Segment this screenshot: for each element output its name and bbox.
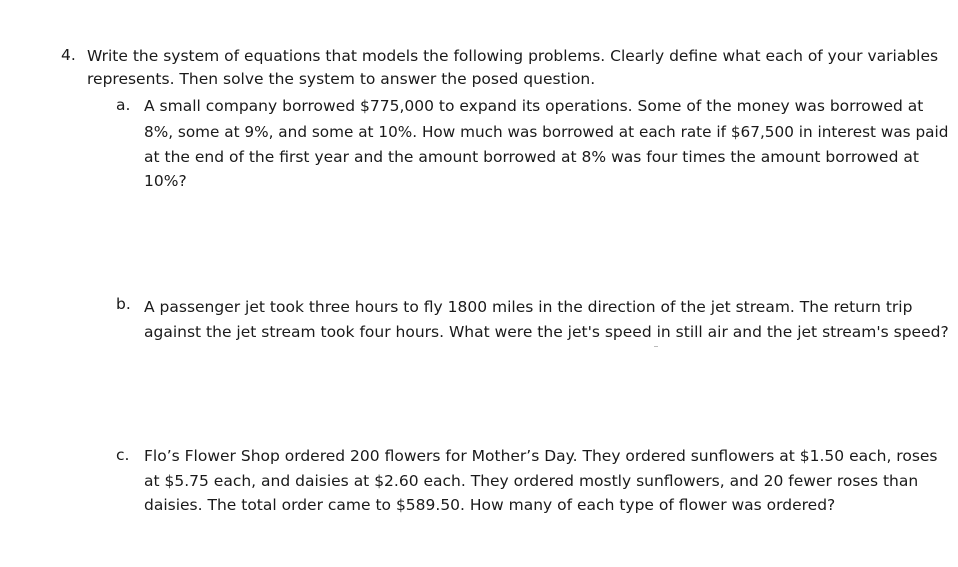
part-b-label: b.: [116, 295, 131, 313]
part-b-line-2: against the jet stream took four hours. What were the jet's speed in still air and the jet stream's speed?: [144, 323, 949, 341]
part-a-label: a.: [116, 96, 131, 114]
part-a-line-3: at the end of the first year and the amount borrowed at 8% was four times the amount borrowed at: [144, 148, 919, 166]
part-c-line-1: Flo’s Flower Shop ordered 200 flowers for Mother’s Day. They ordered sunflowers at $1.50 each, roses: [144, 447, 938, 465]
part-b-line-1: A passenger jet took three hours to fly 1800 miles in the direction of the jet stream. The return trip: [144, 298, 913, 316]
part-c-line-3: daisies. The total order came to $589.50. How many of each type of flower was ordered?: [144, 496, 836, 514]
part-c-label: c.: [116, 446, 130, 464]
problem-intro-line-1: Write the system of equations that models the following problems. Clearly define what each of your variables: [87, 47, 939, 65]
part-a-line-2: 8%, some at 9%, and some at 10%. How much was borrowed at each rate if $67,500 in interest was paid: [144, 123, 949, 141]
part-c-line-2: at $5.75 each, and daisies at $2.60 each. They ordered mostly sunflowers, and 20 fewer roses than: [144, 472, 919, 490]
part-a-line-4: 10%?: [144, 172, 187, 190]
scan-speck: [654, 346, 658, 347]
problem-intro-line-2: represents. Then solve the system to answer the posed question.: [87, 70, 596, 88]
problem-number: 4.: [61, 46, 76, 64]
part-a-line-1: A small company borrowed $775,000 to expand its operations. Some of the money was borrowed at: [144, 97, 924, 115]
